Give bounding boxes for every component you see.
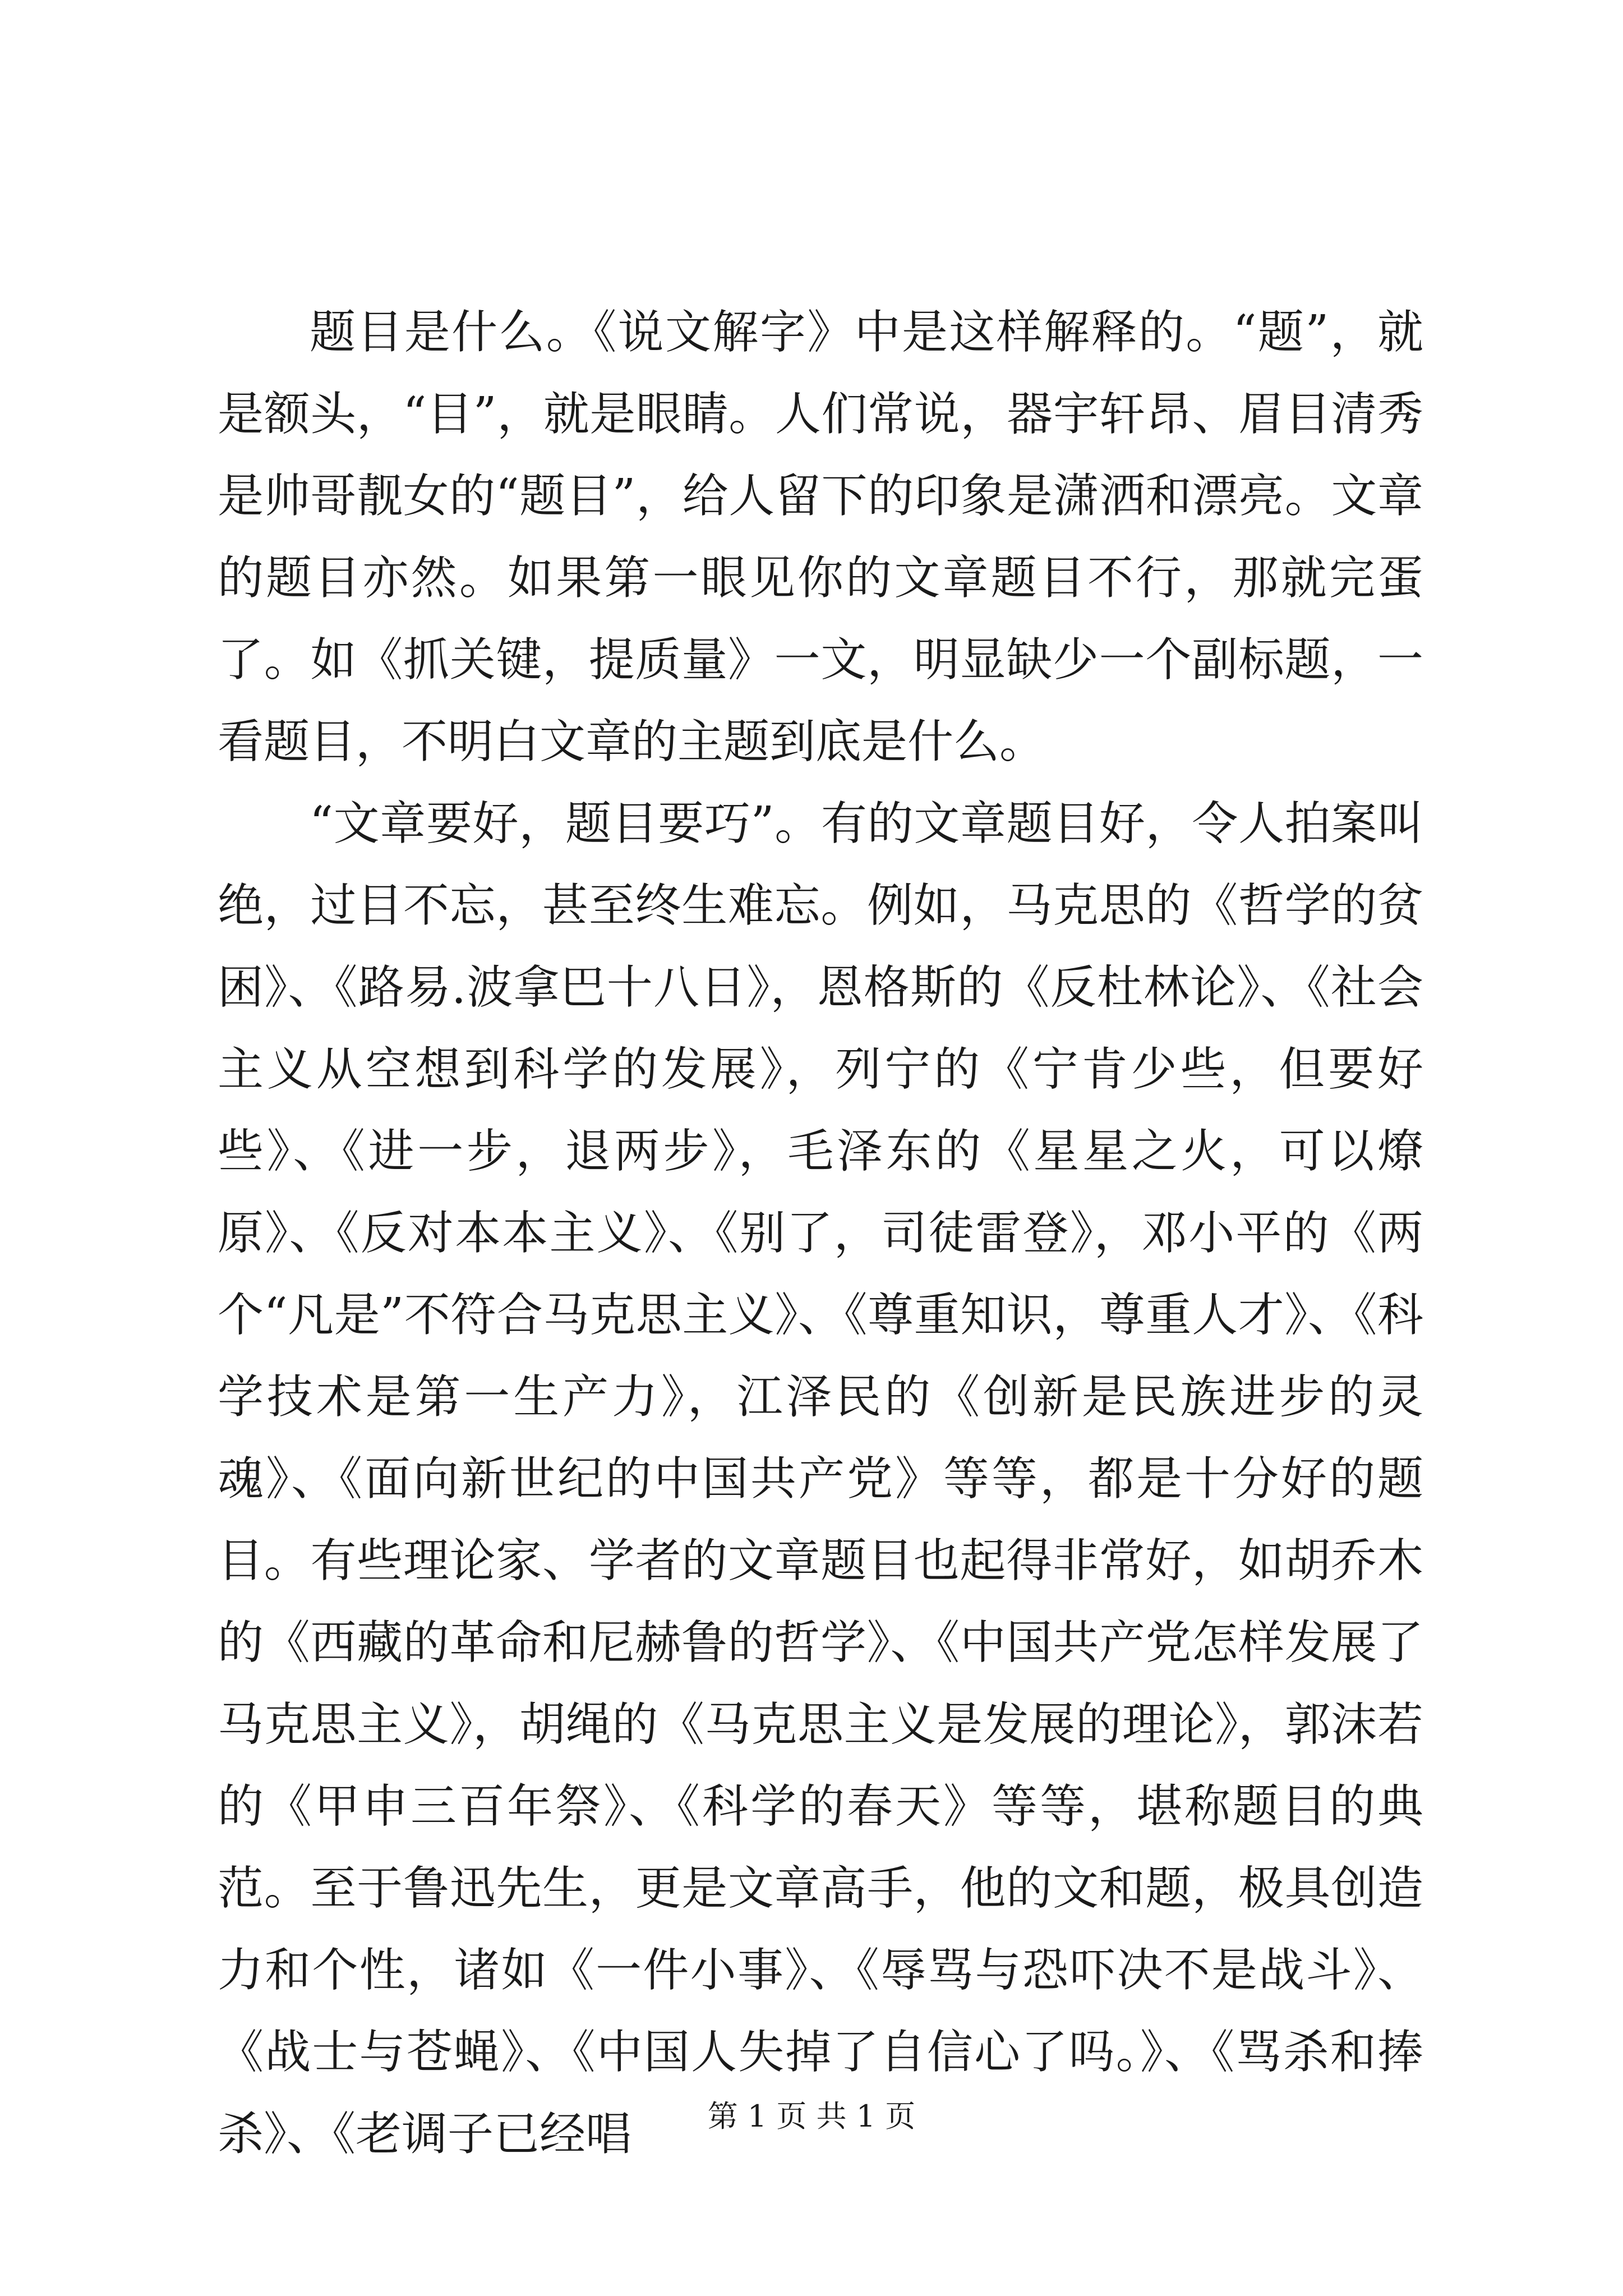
paragraph-2: “文章要好，题目要巧”。有的文章题目好，令人拍案叫绝，过目不忘，甚至终生难忘。例如，马克思的《哲学的贫困》、《路易.波拿巴十八日》，恩格斯的《反杜林论》、《社会主义从空想到科学的发展》，列宁的《宁肯少些，但要好些》、《进一步，退两步》，毛泽东的《星星之火，可以燎原》、《反对本本主义》、《别了，司徒雷登》，邓小平的《两个“凡是”不符合马克思主义》、《尊重知识，尊重人才》、《科学技术是第一生产力》，江泽民的《创新是民族进步的灵魂》、《面向新世纪的中国共产党》等等，都是十分好的题目。有些理论家、学者的文章题目也起得非常好，如胡乔木的《西藏的革命和尼赫鲁的哲学》、《中国共产党怎样发展了马克思主义》，胡绳的《马克思主义是发展的理论》，郭沫若的《甲申三百年祭》、《科学的春天》等等，堪称题目的典范。至于鲁迅先生，更是文章高手，他的文和题，极具创造力和个性，诸如《一件小事》、《辱骂与恐吓决不是战斗》、《战士与苍蝇》、《中国人失掉了自信心了吗。》、《骂杀和捧杀》、《老调子已经唱 xyxy=(218,797,1423,2161)
page-footer: 第 1 页 共 1 页 xyxy=(707,2099,916,2134)
document-body xyxy=(218,292,1423,2175)
paragraph-1: 题目是什么。《说文解字》中是这样解释的。“题”，就是额头，“目”，就是眼睛。人们常说，器宇轩昂、眉目清秀是帅哥靓女的“题目”，给人留下的印象是潇洒和漂亮。文章的题目亦然。如果第一眼见你的文章题目不行，那就完蛋了。如《抓关键，提质量》一文，明显缺少一个副标题，一看题目，不明白文章的主题到底是什么。 xyxy=(218,306,1423,769)
